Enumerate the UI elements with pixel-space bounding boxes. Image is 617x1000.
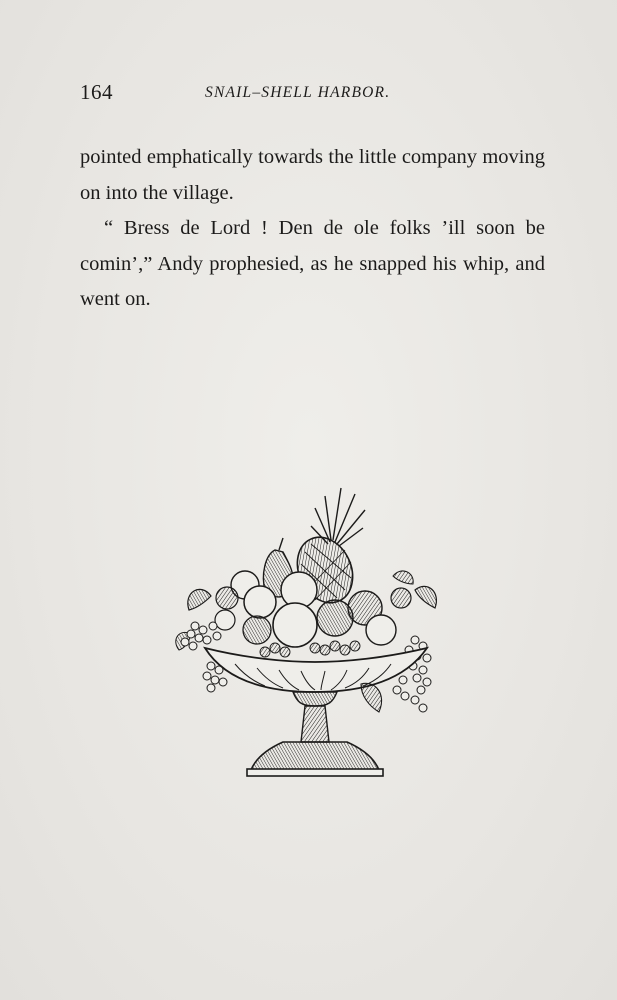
running-head	[80, 80, 545, 110]
fruit-bowl-engraving-icon	[165, 480, 465, 780]
bowl-base	[251, 742, 379, 770]
paragraph-dialogue: “ Bress de Lord ! Den de ole folks ’ill soon be comin’,” Andy prophesied, as he snapped his whip, and went on.	[80, 217, 545, 310]
bowl	[205, 648, 427, 692]
running-title: SNAIL–SHELL HARBOR.	[205, 84, 391, 101]
paragraph-continuation: pointed emphatically towards the little company moving on into the village.	[80, 146, 545, 204]
body-text	[80, 140, 545, 318]
bowl-stem	[301, 706, 329, 742]
page-number: 164	[80, 80, 113, 104]
